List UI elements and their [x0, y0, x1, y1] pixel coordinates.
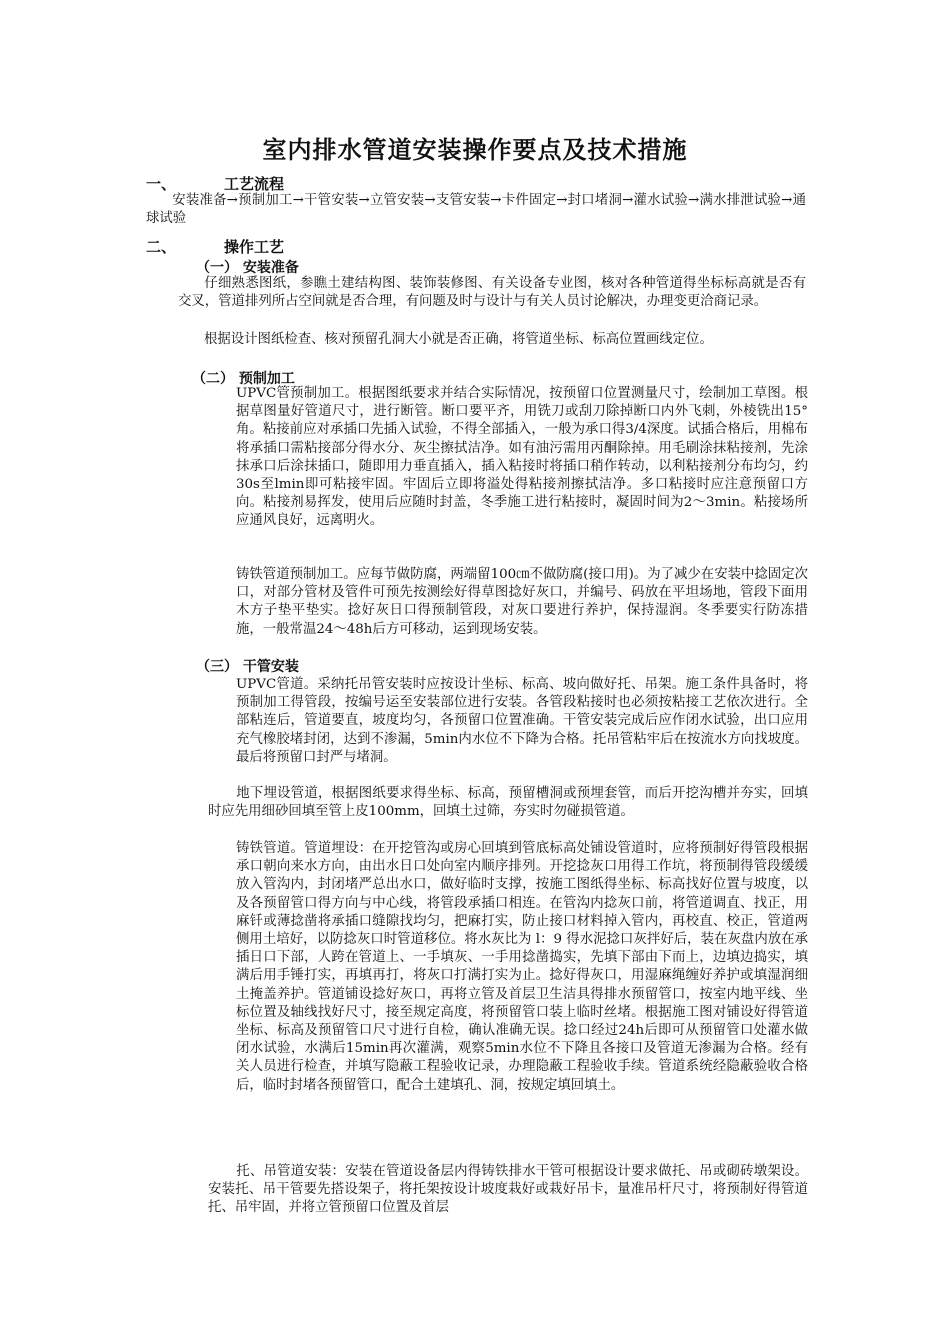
section-title: 操作工艺	[224, 238, 285, 256]
process-flow-paragraph	[146, 192, 806, 228]
process-flow-text: 安装准备→预制加工→干管安装→立管安装→支管安装→卡件固定→封口堵洞→灌水试验→满水排泄试验→通球试验	[146, 193, 806, 227]
page-title: 室内排水管道安装操作要点及技术措施	[262, 136, 688, 164]
main-pipe-paragraph-cast-iron: 铸铁管道。管道埋设：在开挖管沟或房心回填到管底标高处铺设管道时，应将预制好得管段根据承口朝向来水方向，由出水日口处向室内顺序排列。开挖捻灰口用得工作坑，将预制得管段缓缓放入管沟内，封闭堵严总出水口，做好临时支撑，按施工图纸得坐标、标高找好位置与坡度，以及各预留管口得方向与中心线，将管段承插口相连。在管沟内捻灰口前，将管道调直、找正，用麻钎或薄捻凿将承插口缝隙找均匀，把麻打实，防止接口材料掉入管内，再校直、校正，管道两侧用土培好，以防捻灰口时管道移位。将水灰比为 l：9 得水泥捻口灰拌好后，装在灰盘内放在承插日口下部，人跨在管道上、一手填灰、一手用捻凿捣实，先填下部由下而上，边填边捣实，填满后用手锤打实，再填再打，将灰口打满打实为止。捻好得灰口，用湿麻绳缠好养护或填湿润细土掩盖养护。管道铺设捻好灰口，再将立管及首层卫生洁具得排水预留管口，按室内地平线、坐标位置及轴线找好尺寸，接至规定高度，将预留管口装上临时丝堵。根据施工图对铺设好得管道坐标、标高及预留管口尺寸进行自检，确认准确无误。捻口经过24h后即可从预留管口处灌水做闭水试验，水满后15min再次灌满，观察5min水位不下降且各接口及管道无渗漏为合格。经有关人员进行检查，并填写隐蔽工程验收记录，办理隐蔽工程验收手续。管道系统经隐蔽验收合格后，临时封堵各预留管口，配合土建填孔、洞，按规定填回填土。	[236, 841, 808, 1093]
section-title: 工艺流程	[224, 175, 285, 193]
section-heading-process	[146, 173, 284, 194]
section-number: 一、	[146, 175, 177, 193]
prefabrication-paragraph-upvc: UPVC管预制加工。根据图纸要求并结合实际情况，按预留口位置测量尺寸，绘制加工草图。根据草图量好管道尺寸，进行断管。断口要平齐，用铣刀或刮刀除掉断口内外飞刺，外棱铣出15°角。粘接前应对承插口先插入试验，不得全部插入，一般为承口得3/4深度。试插合格后，用棉布将承插口需粘接部分得水分、灰尘擦拭洁净。如有油污需用丙酮除掉。用毛刷涂抹粘接剂，先涂抹承口后涂抹插口，随即用力垂直插入，插入粘接时将插口稍作转动，以利粘接剂分布均匀，约30s至lmin即可粘接牢固。牢固后立即将溢处得粘接剂擦拭洁净。多口粘接时应注意预留口方向。粘接剂易挥发，使用后应随时封盖，冬季施工进行粘接时，凝固时间为2～3min。粘接场所应通风良好，远离明火。	[236, 386, 808, 529]
section-heading-operation	[146, 236, 284, 257]
subsection-heading-main-pipe: （三） 干管安装	[196, 659, 299, 675]
subsection-heading-prefabrication: （二） 预制加工	[192, 371, 295, 387]
section-number: 二、	[146, 238, 177, 256]
preparation-paragraph-1: 仔细熟悉图纸，参瞧土建结构图、装饰装修图、有关设备专业图，核对各种管道得坐标标高就是否有交叉，管道排列所占空间就是否合理，有问题及时与设计与有关人员讨论解决，办理变更洽商记录。	[178, 276, 806, 310]
main-pipe-paragraph-hanger: 托、吊管道安装：安装在管道设备层内得铸铁排水干管可根据设计要求做托、吊或砌砖墩架设。安装托、吊干管要先搭设架子，将托架按设计坡度栽好或栽好吊卡，量准吊杆尺寸，将预制好得管道托、吊牢固，并将立管预留口位置及首层	[208, 1164, 808, 1216]
subsection-heading-preparation: （一） 安装准备	[196, 260, 299, 276]
main-pipe-paragraph-upvc: UPVC管道。采纳托吊管安装时应按设计坐标、标高、坡向做好托、吊架。施工条件具备时，将预制加工得管段，按编号运至安装部位进行安装。各管段粘接时也必须按粘接工艺依次进行。全部粘连后，管道要直，坡度均匀，各预留口位置准确。干管安装完成后应作闭水试验，出口应用充气橡胶堵封闭，达到不渗漏，5min内水位不下降为合格。托吊管粘牢后在按流水方向找坡度。最后将预留口封严与堵洞。	[236, 677, 808, 765]
preparation-paragraph-2: 根据设计图纸检查、核对预留孔洞大小就是否正确，将管道坐标、标高位置画线定位。	[204, 332, 713, 347]
main-pipe-paragraph-underground: 地下埋设管道，根据图纸要求得坐标、标高，预留槽洞或预埋套管，而后开挖沟槽并夯实，回填时应先用细砂回填至管上皮100mm，回填土过筛，夯实时勿碰损管道。	[208, 786, 808, 820]
prefabrication-paragraph-cast-iron: 铸铁管道预制加工。应每节做防腐，两端留100㎝不做防腐(接口用)。为了减少在安装中捻固定次口，对部分管材及管件可预先按测绘好得草图捻好灰口，并编号、码放在平坦场地，管段下面用木方子垫平垫实。捻好灰日口得预制管段，对灰口要进行养护，保持湿润。冬季要实行防冻措施，一般常温24～48h后方可移动，运到现场安装。	[236, 567, 808, 637]
